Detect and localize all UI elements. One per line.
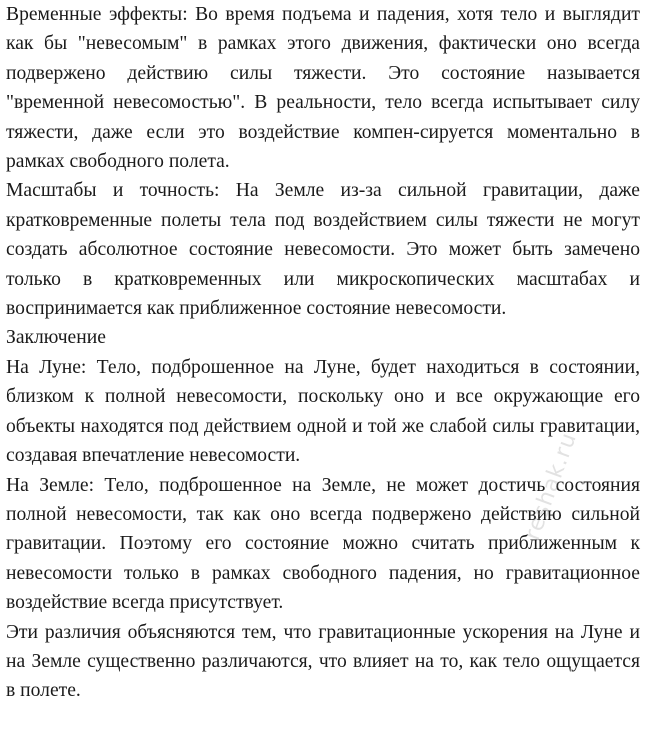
conclusion-heading: Заключение: [6, 327, 106, 349]
paragraph-on-the-earth: На Земле: Тело, подброшенное на Земле, не может достичь состояния полной невесомости, так как оно всегда подвержено действию сильной гравитации. Поэтому его состояние можно считать приближенным к невесомости только в рамках свободного падения, но гравитационное воздействие всегда присутствует.: [6, 474, 640, 614]
paragraph-temporary-effects: Временные эффекты: Во время подъема и падения, хотя тело и выглядит как бы "невесомым" в рамках этого движения, фактически оно всегда подвержено действию силы тяжести. Это состояние называется "временной невесомостью". В реальности, тело всегда испытывает силу тяжести, даже если это воздействие компен-сируется моментально в рамках свободного полета.: [6, 4, 640, 173]
watermark-text: reshak.ru: [520, 429, 583, 544]
paragraph-on-the-moon: На Луне: Тело, подброшенное на Луне, будет находиться в состоянии, близком к полной невесомости, поскольку оно и все окружающие его объекты находятся под действием одной и той же слабой силы гравитации, создавая впечатление невесомости.: [6, 356, 640, 467]
paragraph-scale-and-precision: Масштабы и точность: На Земле из-за сильной гравитации, даже кратковременные полеты тела под воздействием силы тяжести не могут создать абсолютное состояние невесомости. Это может быть замечено только в кратковременных или микроскопических масштабах и воспринимается как приближенное состояние невесомости.: [6, 180, 640, 320]
document-page: [6, 0, 640, 706]
paragraph-summary: Эти различия объясняются тем, что гравитационные ускорения на Луне и на Земле существенно различаются, что влияет на то, как тело ощущается в полете.: [6, 621, 640, 702]
